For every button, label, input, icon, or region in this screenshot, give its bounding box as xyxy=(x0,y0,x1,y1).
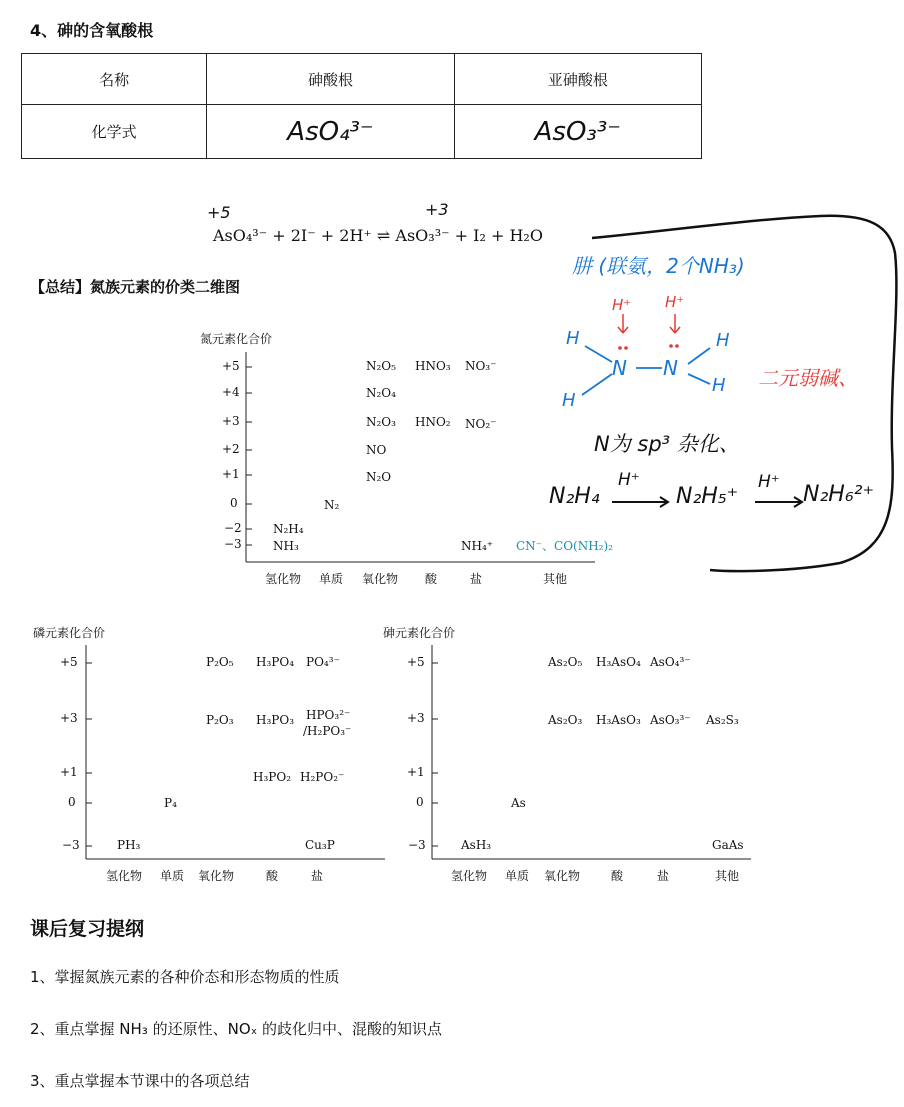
phosphorus-ytick: +5 xyxy=(60,655,78,669)
protonation-hplus-2: H⁺ xyxy=(758,472,780,492)
h3aso3-label: H₃AsO₃ xyxy=(596,713,641,727)
p4-label: P₄ xyxy=(164,796,177,810)
phosphorus-ytick: −3 xyxy=(62,838,80,852)
nitrogen-ytick: 0 xyxy=(230,496,238,510)
nitrogen-other-label: CN⁻、CO(NH₂)₂ xyxy=(516,539,613,553)
nitrogen-ytick: +1 xyxy=(222,467,240,481)
nitrogen-category: 盐 xyxy=(470,572,483,586)
p2o3-label: P₂O₃ xyxy=(206,713,234,727)
review-title: 课后复习提纲 xyxy=(30,918,145,940)
as2o5-label: As₂O₅ xyxy=(548,655,583,669)
hybridization-note: N为 sp³ 杂化、 xyxy=(594,432,740,456)
nitrogen-ytick: +3 xyxy=(222,414,240,428)
arsenic-ytick: +5 xyxy=(407,655,425,669)
phosphorus-axes xyxy=(80,645,390,865)
n2-label: N₂ xyxy=(324,498,340,512)
phosphorus-ytick: 0 xyxy=(68,795,76,809)
n2o4-label: N₂O₄ xyxy=(366,386,396,400)
nitrogen-ytick: +4 xyxy=(222,385,240,399)
phosphorus-ytick: +3 xyxy=(60,711,78,725)
phosphate-label: PO₄³⁻ xyxy=(306,655,340,669)
h3po3-label: H₃PO₃ xyxy=(256,713,294,727)
oxidation-state-right: +3 xyxy=(425,200,449,219)
nitrogen-ytick: −3 xyxy=(224,537,242,551)
review-item: 3、重点掌握本节课中的各项总结 xyxy=(30,1072,250,1090)
arsenic-category: 酸 xyxy=(611,869,624,883)
ash3-label: AsH₃ xyxy=(461,838,492,852)
nitrogen-category: 单质 xyxy=(319,572,344,586)
arsenic-axes xyxy=(426,645,756,865)
arsenic-ytick: 0 xyxy=(416,795,424,809)
hydrazine-structure-drawing xyxy=(560,310,760,420)
arsenic-category: 其他 xyxy=(715,869,740,883)
section-title: 4、砷的含氧酸根 xyxy=(30,21,154,40)
weak-base-note: 二元弱碱、 xyxy=(758,366,858,390)
hydrogen-phosphite-label: HPO₃²⁻ xyxy=(306,708,351,722)
protonation-r3: N₂H₆²⁺ xyxy=(803,482,875,507)
h-plus-right: H⁺ xyxy=(665,293,685,311)
nh3-label: NH₃ xyxy=(273,539,299,553)
arsenic-ytick: +3 xyxy=(407,711,425,725)
nitrogen-ytick: +2 xyxy=(222,442,240,456)
hno2-label: HNO₂ xyxy=(415,415,451,429)
n2h4-label: N₂H₄ xyxy=(273,522,304,536)
phosphorus-category: 氧化物 xyxy=(198,869,235,883)
phosphorus-category: 酸 xyxy=(266,869,279,883)
protonation-arrows xyxy=(610,494,810,510)
no-label: NO xyxy=(366,443,387,457)
table-header-name: 名称 xyxy=(22,54,207,105)
nitrogen-category: 酸 xyxy=(425,572,438,586)
protonation-r2: N₂H₅⁺ xyxy=(676,484,739,509)
phosphorus-category: 氢化物 xyxy=(106,869,143,883)
n2o-label: N₂O xyxy=(366,470,392,484)
nitrogen-ytick: −2 xyxy=(224,521,242,535)
arsenic-category: 氧化物 xyxy=(544,869,581,883)
hypophosphite-label: H₂PO₂⁻ xyxy=(300,770,345,784)
h3po4-label: H₃PO₄ xyxy=(256,655,294,669)
phosphorus-ytick: +1 xyxy=(60,765,78,779)
review-item: 2、重点掌握 NH₃ 的还原性、NOₓ 的歧化归中、混酸的知识点 xyxy=(30,1020,443,1038)
n2o3-label: N₂O₃ xyxy=(366,415,396,429)
phosphorus-category: 盐 xyxy=(311,869,324,883)
n-atom: N xyxy=(612,356,627,380)
review-item: 1、掌握氮族元素的各种价态和形态物质的性质 xyxy=(30,968,340,986)
arsenic-category: 盐 xyxy=(657,869,670,883)
as2o3-label: As₂O₃ xyxy=(548,713,583,727)
protonation-r1: N₂H₄ xyxy=(549,484,600,509)
phosphorus-category: 单质 xyxy=(160,869,185,883)
arsenate-label: AsO₄³⁻ xyxy=(650,655,691,669)
as2s3-label: As₂S₃ xyxy=(706,713,739,727)
h-atom: H xyxy=(716,330,730,351)
table-row-label: 化学式 xyxy=(22,105,207,159)
nitrogen-ytick: +5 xyxy=(222,359,240,373)
arsenic-category: 氢化物 xyxy=(451,869,488,883)
as-label: As xyxy=(511,796,526,810)
hno3-label: HNO₃ xyxy=(415,359,451,373)
table-header-arsenite: 亚砷酸根 xyxy=(454,54,701,105)
summary-title: 【总结】氮族元素的价类二维图 xyxy=(30,278,241,296)
h-atom: H xyxy=(562,390,576,411)
h-atom: H xyxy=(566,328,580,349)
table-header-arsenate: 砷酸根 xyxy=(207,54,454,105)
h3aso4-label: H₃AsO₄ xyxy=(596,655,641,669)
arsenic-ytick: +1 xyxy=(407,765,425,779)
nitrogen-category: 其他 xyxy=(543,572,568,586)
nitrite-label: NO₂⁻ xyxy=(465,417,497,431)
redox-equation: AsO₄³⁻ + 2I⁻ + 2H⁺ ⇌ AsO₃³⁻ + I₂ + H₂O xyxy=(213,226,543,245)
arsenite-label: AsO₃³⁻ xyxy=(650,713,691,727)
h-atom: H xyxy=(712,375,726,396)
arsenic-ytick: −3 xyxy=(408,838,426,852)
nitrate-label: NO₃⁻ xyxy=(465,359,497,373)
hydrazine-note: 肼 (联氨，2个NH₃) xyxy=(572,254,745,278)
protonation-hplus-1: H⁺ xyxy=(618,470,640,490)
h3po2-label: H₃PO₂ xyxy=(253,770,291,784)
arsenic-axis-title: 砷元素化合价 xyxy=(383,626,456,640)
oxidation-state-left: +5 xyxy=(207,203,231,222)
handwritten-arsenite: AsO₃³⁻ xyxy=(454,105,701,159)
gaas-label: GaAs xyxy=(712,838,744,852)
arsenic-category: 单质 xyxy=(505,869,530,883)
h-plus-left: H⁺ xyxy=(612,296,632,314)
n2o5-label: N₂O₅ xyxy=(366,359,396,373)
phosphorus-axis-title: 磷元素化合价 xyxy=(33,626,106,640)
p2o5-label: P₂O₅ xyxy=(206,655,234,669)
ammonium-label: NH₄⁺ xyxy=(461,539,494,553)
dihydrogen-phosphite-label: /H₂PO₃⁻ xyxy=(303,724,352,738)
arsenic-oxyanion-table xyxy=(21,53,702,159)
cu3p-label: Cu₃P xyxy=(305,838,335,852)
nitrogen-category: 氢化物 xyxy=(265,572,302,586)
handwritten-arsenate: AsO₄³⁻ xyxy=(207,105,454,159)
n-atom: N xyxy=(663,356,678,380)
ph3-label: PH₃ xyxy=(117,838,141,852)
nitrogen-axis-title: 氮元素化合价 xyxy=(200,332,273,346)
nitrogen-category: 氧化物 xyxy=(362,572,399,586)
